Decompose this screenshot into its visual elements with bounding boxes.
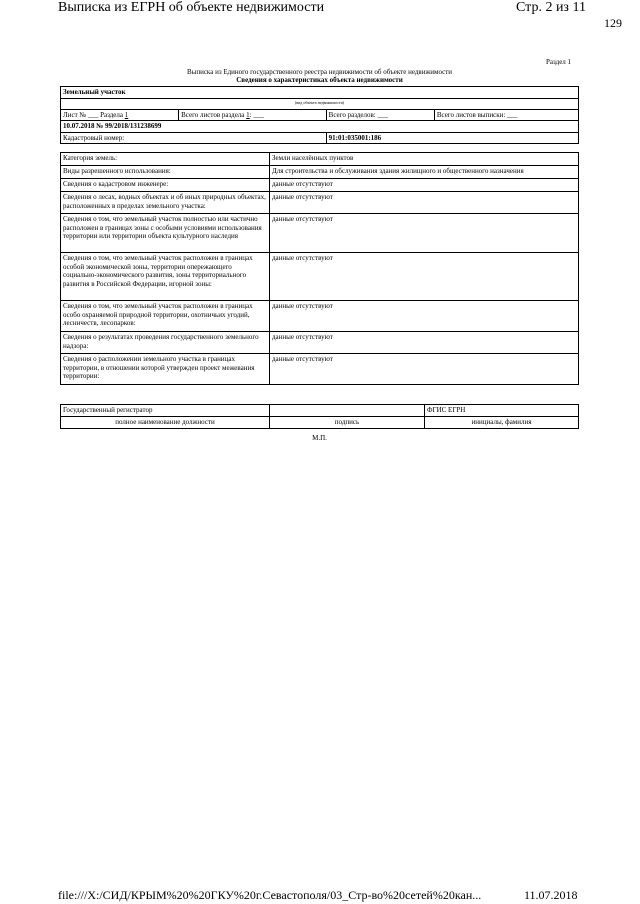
row-label: Сведения о лесах, водных объектах и об иных природных объектах, расположенных в пределах земельного участка: <box>61 192 270 214</box>
document-title-line1: Выписка из Единого государственного реестра недвижимости об объекте недвижимости <box>186 68 453 76</box>
table-row <box>61 153 579 166</box>
characteristics-table <box>60 152 579 385</box>
row-label: Сведения о кадастровом инженере: <box>61 179 270 192</box>
row-value: данные отсутствуют <box>270 253 579 301</box>
row-value: данные отсутствуют <box>270 192 579 214</box>
row-label: Сведения о том, что земельный участок расположен в границах особой экономической зоны, территории опережающего социально-экономического развития, зоны территориального развития в Российской Федерации, игорной зоны: <box>61 253 270 301</box>
row-value: данные отсутствуют <box>270 179 579 192</box>
row-label: Виды разрешенного использования: <box>61 166 270 179</box>
registrar-name: ФГИС ЕГРН <box>425 405 579 417</box>
row-label: Сведения о том, что земельный участок полностью или частично расположен в границах зоны с особыми условиями использования территории или территории объекта культурного наследия <box>61 214 270 253</box>
print-footer-date: 11.07.2018 <box>524 888 578 902</box>
document-title <box>60 68 579 84</box>
caption-name: инициалы, фамилия <box>425 417 579 429</box>
print-footer-path: file:///X:/СИД/КРЫМ%20%20ГКУ%20г.Севастополя/03_Стр-во%20сетей%20кан... <box>58 888 482 902</box>
table-row <box>61 214 579 253</box>
row-label: Категория земель: <box>61 153 270 166</box>
row-value: Земли населённых пунктов <box>270 153 579 166</box>
sheets-total: Всего листов выписки: ___ <box>434 109 578 121</box>
row-label: Сведения о результатах проведения государственного земельного надзора: <box>61 332 270 354</box>
table-row <box>61 179 579 192</box>
table-row <box>61 192 579 214</box>
row-value: данные отсутствуют <box>270 332 579 354</box>
registrar-position: Государственный регистратор <box>61 405 270 417</box>
table-row <box>61 166 579 179</box>
table-row <box>61 332 579 354</box>
row-label: Сведения о том, что земельный участок расположен в границах особо охраняемой природной территории, охотничьих угодий, лесничеств, лесопарков: <box>61 301 270 332</box>
object-type: Земельный участок <box>61 87 579 99</box>
signature-table <box>60 404 579 429</box>
cadastral-label: Кадастровый номер: <box>61 132 327 144</box>
signature-field <box>270 405 425 417</box>
cadastral-value: 91:01:035001:186 <box>326 132 578 144</box>
row-value: Для строительства и обслуживания здания жилищного и общественного назначения <box>270 166 579 179</box>
row-value: данные отсутствуют <box>270 354 579 385</box>
document-title-line2: Сведения о характеристиках объекта недвижимости <box>236 76 403 84</box>
caption-position: полное наименование должности <box>61 417 270 429</box>
section-label: Раздел 1 <box>546 58 572 66</box>
sheets-in-section: Всего листов раздела 1: ___ <box>179 109 327 121</box>
caption-signature: подпись <box>270 417 425 429</box>
object-type-caption: (вид объекта недвижимости) <box>61 98 579 109</box>
object-header-table <box>60 86 579 144</box>
row-value: данные отсутствуют <box>270 301 579 332</box>
page-number: 129 <box>604 16 622 30</box>
table-row <box>61 354 579 385</box>
stamp-place: М.П. <box>312 434 327 442</box>
sheet-number: Лист № ___ Раздела 1 <box>61 109 179 121</box>
table-row <box>61 253 579 301</box>
print-header-title: Выписка из ЕГРН об объекте недвижимости <box>58 0 325 15</box>
sections-total: Всего разделов: ___ <box>326 109 434 121</box>
print-header-page: Стр. 2 из 11 <box>516 0 586 15</box>
row-value: данные отсутствуют <box>270 214 579 253</box>
extract-date-number: 10.07.2018 № 99/2018/131238699 <box>61 121 579 133</box>
table-row <box>61 301 579 332</box>
row-label: Сведения о расположении земельного участка в границах территории, в отношении которой утвержден проект межевания территории: <box>61 354 270 385</box>
